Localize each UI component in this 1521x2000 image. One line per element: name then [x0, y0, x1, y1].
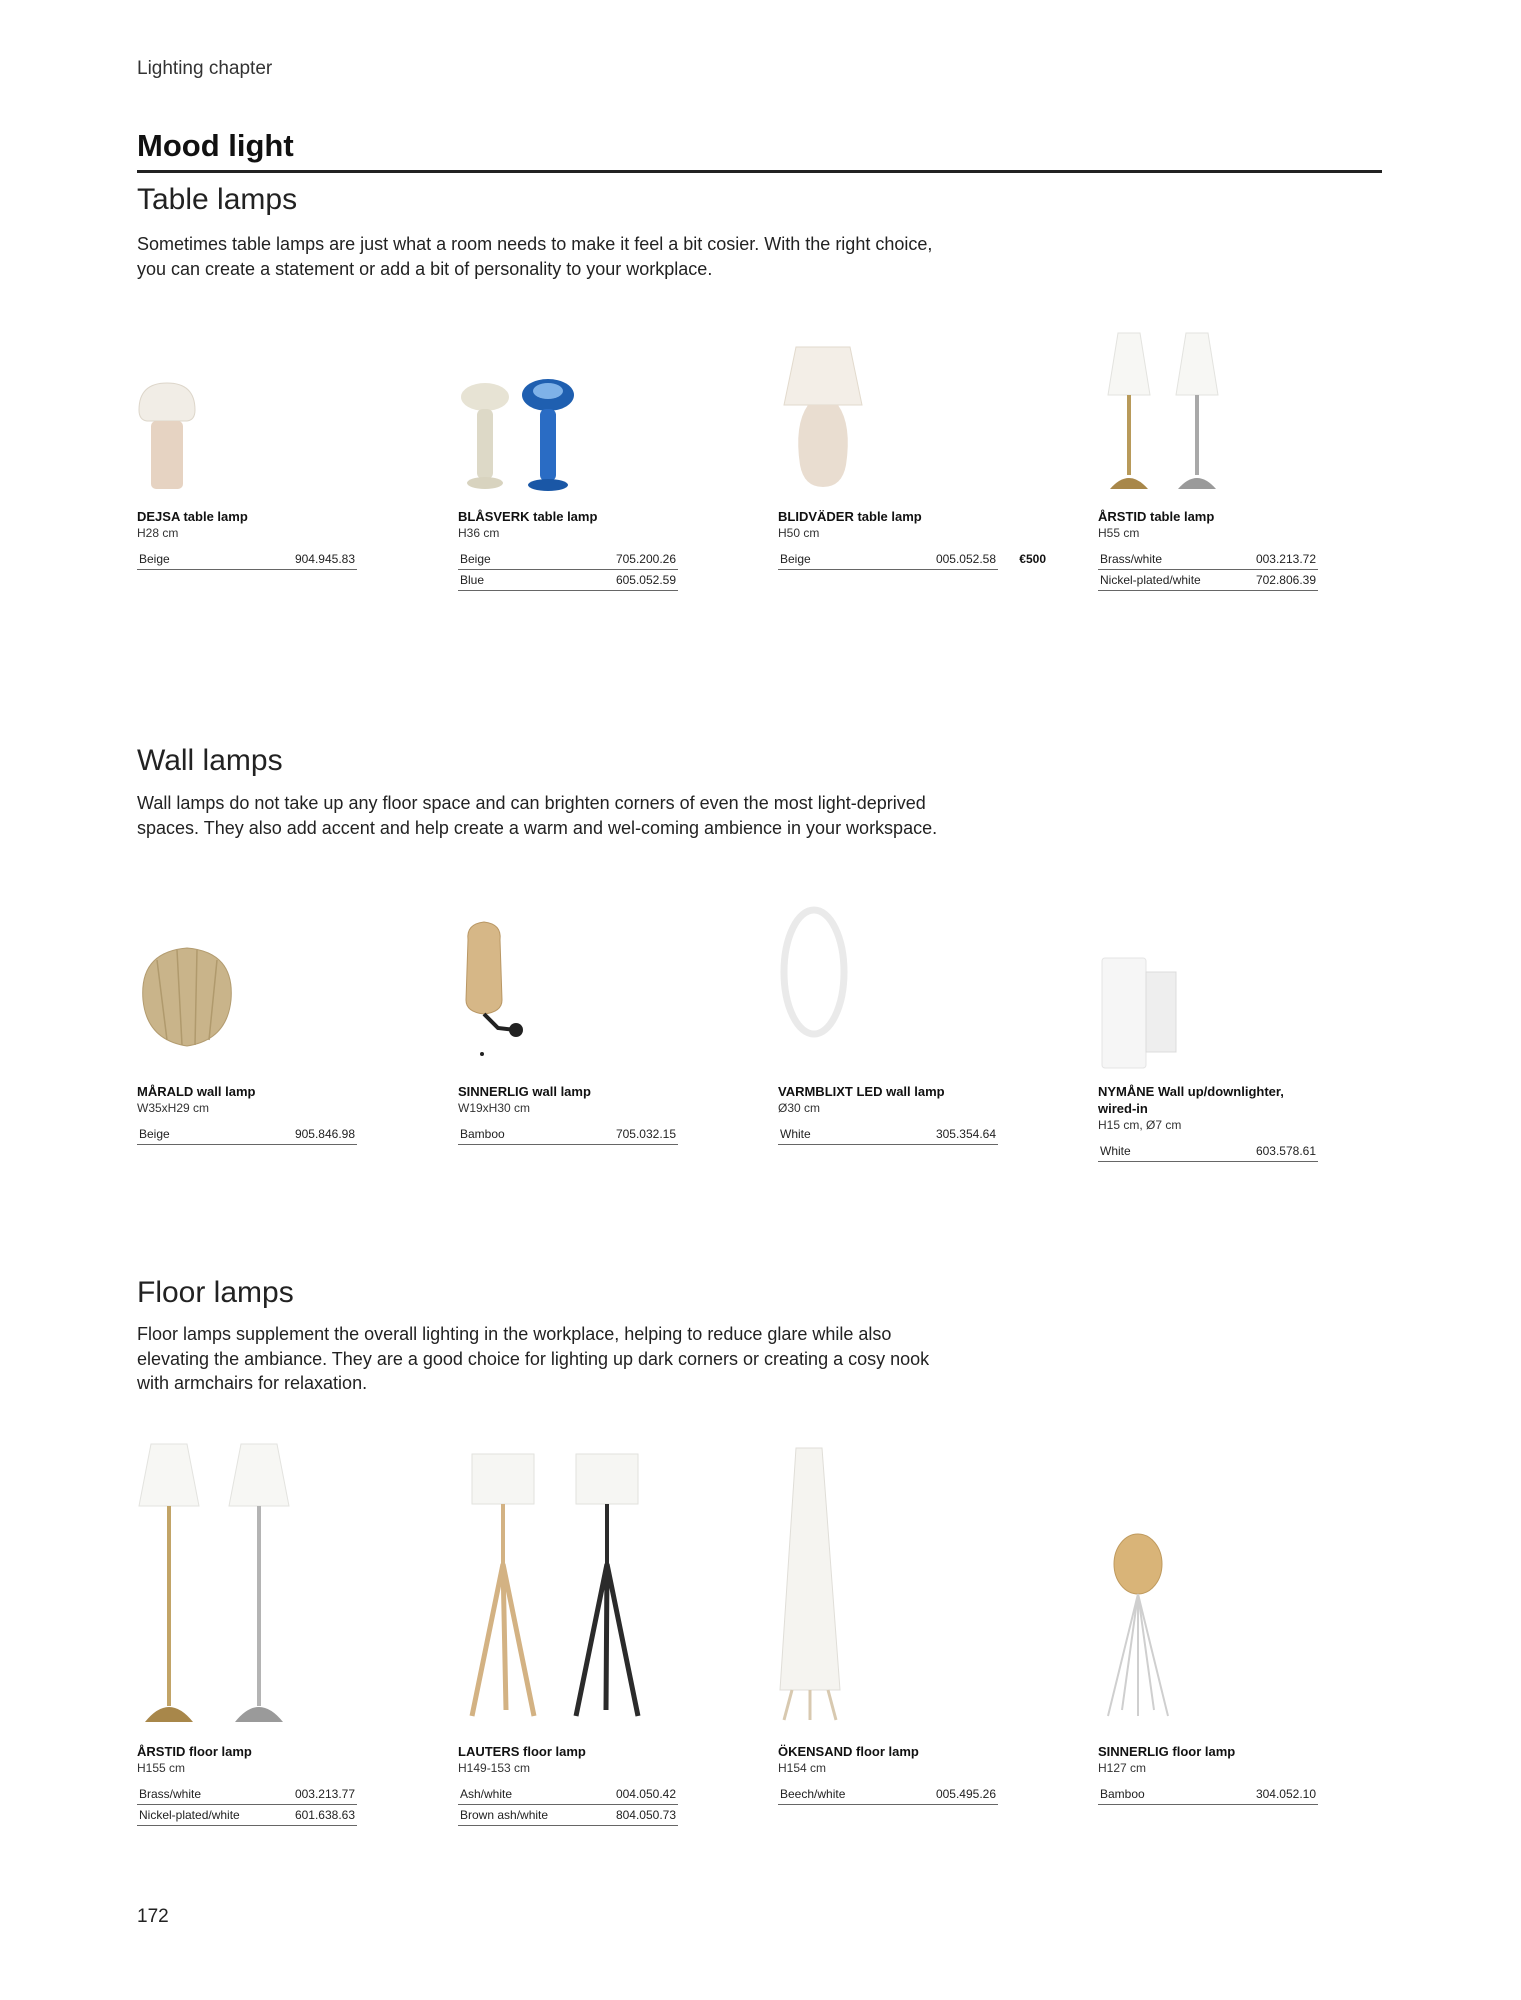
arstid-floor-lamp-image	[137, 1440, 357, 1730]
product-card[interactable]	[778, 900, 998, 1145]
product-card[interactable]	[458, 1440, 678, 1826]
heading-divider	[137, 170, 1382, 173]
variant-table	[778, 1124, 998, 1145]
section-intro-table-lamps: Sometimes table lamps are just what a room needs to make it feel a bit cosier. With the right choice, you can create a statement or add a bit of personality to your workplace.	[137, 234, 933, 279]
page-heading: Mood light	[137, 128, 294, 163]
dejsa-lamp-image	[137, 325, 357, 495]
product-size: H155 cm	[137, 1761, 186, 1775]
variant-table	[458, 1124, 678, 1145]
variant-row: Bamboo 304.052.10	[1098, 1784, 1318, 1805]
product-name: ÖKENSAND floor lamp	[778, 1744, 919, 1759]
chapter-label: Lighting chapter	[137, 58, 273, 79]
variant-table	[1098, 1784, 1318, 1805]
product-card[interactable]	[137, 1440, 357, 1826]
product-name: VARMBLIXT LED wall lamp	[778, 1084, 945, 1099]
variant-table	[1098, 1141, 1318, 1162]
marald-lamp-image	[137, 900, 357, 1070]
product-card[interactable]	[778, 1440, 998, 1805]
product-size: H28 cm	[137, 526, 179, 540]
product-size: H154 cm	[778, 1761, 827, 1775]
product-name: DEJSA table lamp	[137, 509, 248, 524]
variant-row: Beige 005.052.58	[778, 549, 998, 570]
variant-table	[1098, 549, 1318, 591]
product-size: H149-153 cm	[458, 1761, 531, 1775]
product-name: BLIDVÄDER table lamp	[778, 509, 922, 524]
price-tag: €500	[1019, 552, 1046, 566]
section-title-table-lamps: Table lamps	[137, 183, 298, 216]
product-name: SINNERLIG wall lamp	[458, 1084, 591, 1099]
product-card[interactable]	[1098, 900, 1318, 1162]
blidvader-lamp-image	[778, 325, 998, 495]
product-size: Ø30 cm	[778, 1101, 821, 1115]
variant-row: Beige 705.200.26	[458, 549, 678, 570]
variant-row: Beige 904.945.83	[137, 549, 357, 570]
product-size: H50 cm	[778, 526, 820, 540]
variant-row: Beech/white 005.495.26	[778, 1784, 998, 1805]
varmblixt-lamp-image	[778, 900, 998, 1070]
product-name: ÅRSTID floor lamp	[137, 1744, 252, 1759]
product-size: H55 cm	[1098, 526, 1140, 540]
product-card[interactable]	[458, 325, 678, 591]
variant-table	[137, 1124, 357, 1145]
sinnerlig-wall-lamp-image	[458, 900, 678, 1070]
variant-row: White 305.354.64	[778, 1124, 998, 1145]
section-intro-floor-lamps: Floor lamps supplement the overall lighting in the workplace, helping to reduce glare while also elevating the ambiance. They are a good choice for lighting up dark corners or creating a cosy nook with armchairs for relaxation.	[137, 1324, 930, 1393]
product-name: BLÅSVERK table lamp	[458, 509, 598, 524]
variant-table	[137, 549, 357, 570]
product-size: H15 cm, Ø7 cm	[1098, 1118, 1182, 1132]
product-size: W35xH29 cm	[137, 1101, 210, 1115]
variant-row: Nickel-plated/white 601.638.63	[137, 1805, 357, 1826]
variant-row: Brass/white 003.213.77	[137, 1784, 357, 1805]
product-name: MÅRALD wall lamp	[137, 1084, 256, 1099]
section-title-floor-lamps: Floor lamps	[137, 1276, 294, 1309]
variant-row: Blue 605.052.59	[458, 570, 678, 591]
product-card[interactable]	[137, 900, 357, 1145]
product-card[interactable]	[1098, 1440, 1318, 1805]
product-card[interactable]	[778, 325, 1046, 570]
variant-row: Brass/white 003.213.72	[1098, 549, 1318, 570]
product-name: NYMÅNE Wall up/downlighter, wired-in	[1098, 1084, 1284, 1116]
page-number: 172	[137, 1906, 169, 1927]
variant-table	[458, 549, 678, 591]
product-size: H36 cm	[458, 526, 500, 540]
product-size: H127 cm	[1098, 1761, 1147, 1775]
blasverk-lamp-image	[458, 325, 678, 495]
product-card[interactable]	[1098, 325, 1318, 591]
variant-row: Bamboo 705.032.15	[458, 1124, 678, 1145]
arstid-table-lamp-image	[1098, 325, 1318, 495]
variant-row: Brown ash/white 804.050.73	[458, 1805, 678, 1826]
lauters-floor-lamp-image	[458, 1440, 678, 1730]
section-intro-wall-lamps: Wall lamps do not take up any floor space and can brighten corners of even the most light-deprived spaces. They also add accent and help create a warm and wel-coming ambience in your workspace.	[137, 793, 938, 838]
variant-table	[778, 549, 1046, 570]
product-name: ÅRSTID table lamp	[1098, 509, 1215, 524]
product-size: W19xH30 cm	[458, 1101, 531, 1115]
nymane-lamp-image	[1098, 900, 1318, 1070]
variant-table	[458, 1784, 678, 1826]
sinnerlig-floor-lamp-image	[1098, 1440, 1318, 1730]
section-title-wall-lamps: Wall lamps	[137, 744, 283, 777]
product-name: LAUTERS floor lamp	[458, 1744, 586, 1759]
okensand-floor-lamp-image	[778, 1440, 998, 1730]
variant-table	[778, 1784, 998, 1805]
variant-row: Beige 905.846.98	[137, 1124, 357, 1145]
variant-table	[137, 1784, 357, 1826]
product-card[interactable]	[137, 325, 357, 570]
product-name: SINNERLIG floor lamp	[1098, 1744, 1236, 1759]
variant-row: Ash/white 004.050.42	[458, 1784, 678, 1805]
product-card[interactable]	[458, 900, 678, 1145]
variant-row: White 603.578.61	[1098, 1141, 1318, 1162]
variant-row: Nickel-plated/white 702.806.39	[1098, 570, 1318, 591]
